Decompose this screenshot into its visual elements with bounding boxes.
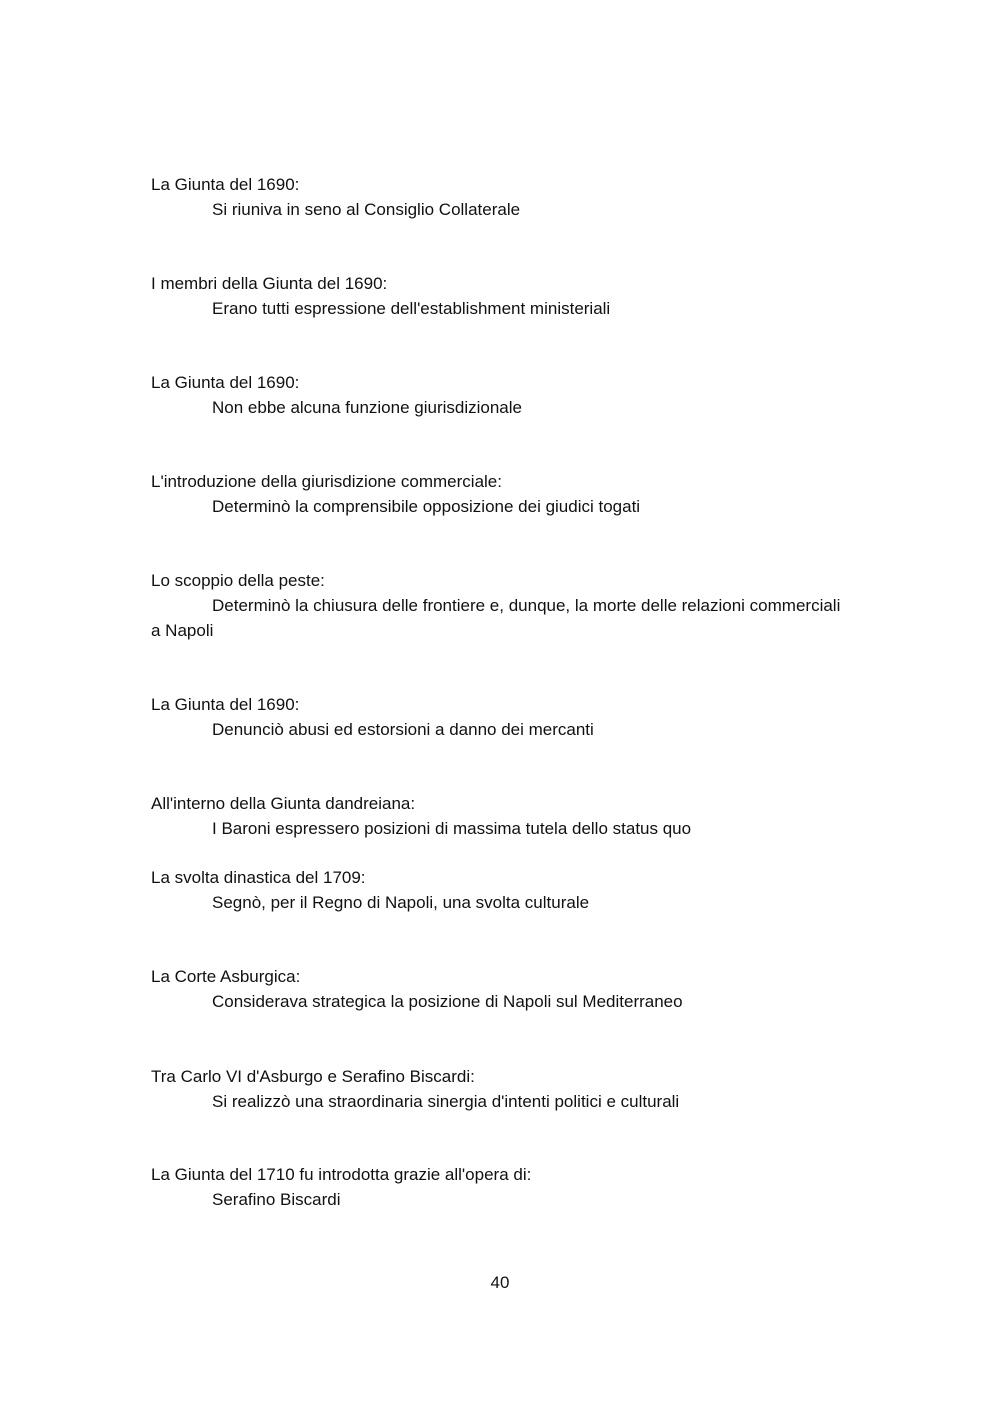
entry-question: La Giunta del 1690:	[151, 373, 300, 392]
entry-question: L'introduzione della giurisdizione commerciale:	[151, 472, 502, 491]
entry-answer: Determinò la comprensibile opposizione dei giudici togati	[212, 497, 641, 516]
qa-entry	[151, 1162, 851, 1212]
qa-entry	[151, 865, 851, 915]
entry-question: La Corte Asburgica:	[151, 967, 301, 986]
entry-question: La Giunta del 1690:	[151, 175, 300, 194]
entry-question: La svolta dinastica del 1709:	[151, 868, 366, 887]
entry-answer: Determinò la chiusura delle frontiere e, dunque, la morte delle relazioni commerciali a Napoli	[151, 596, 841, 640]
entry-answer: Denunciò abusi ed estorsioni a danno dei mercanti	[212, 720, 594, 739]
entry-answer: Si riuniva in seno al Consiglio Collaterale	[212, 200, 521, 219]
qa-entry	[151, 1064, 851, 1114]
entry-answer: Serafino Biscardi	[212, 1190, 341, 1209]
entry-answer: Non ebbe alcuna funzione giurisdizionale	[212, 398, 522, 417]
entry-question: La Giunta del 1690:	[151, 695, 300, 714]
entry-answer: I Baroni espressero posizioni di massima tutela dello status quo	[212, 819, 692, 838]
entry-answer: Segnò, per il Regno di Napoli, una svolta culturale	[212, 893, 590, 912]
entry-question: All'interno della Giunta dandreiana:	[151, 794, 416, 813]
entry-question: Lo scoppio della peste:	[151, 571, 325, 590]
qa-entry	[151, 964, 851, 1014]
qa-entry	[151, 271, 851, 321]
qa-entry	[151, 469, 851, 519]
entry-question: La Giunta del 1710 fu introdotta grazie all'opera di:	[151, 1165, 532, 1184]
page-number: 40	[490, 1273, 510, 1292]
entry-question: Tra Carlo VI d'Asburgo e Serafino Biscardi:	[151, 1067, 475, 1086]
entry-answer: Erano tutti espressione dell'establishment ministeriali	[212, 299, 611, 318]
qa-entry	[151, 370, 851, 420]
entry-answer: Considerava strategica la posizione di Napoli sul Mediterraneo	[212, 992, 683, 1011]
qa-entry	[151, 568, 851, 643]
qa-entry	[151, 172, 851, 222]
qa-entry	[151, 692, 851, 742]
entry-question: I membri della Giunta del 1690:	[151, 274, 388, 293]
entry-answer: Si realizzò una straordinaria sinergia d'intenti politici e culturali	[212, 1092, 680, 1111]
qa-entry	[151, 791, 851, 841]
